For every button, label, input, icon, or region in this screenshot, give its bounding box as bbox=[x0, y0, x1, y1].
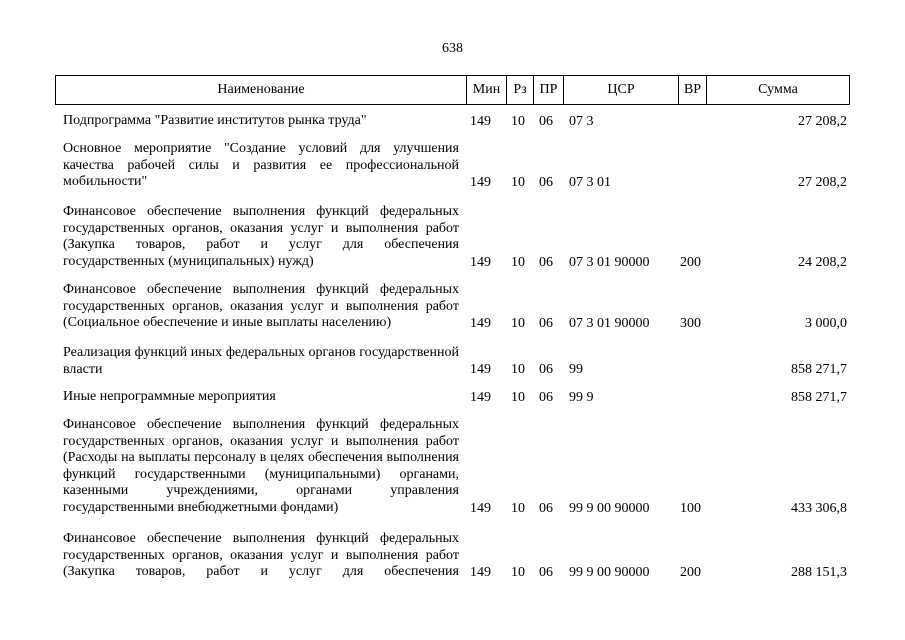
row-pr: 06 bbox=[539, 361, 553, 377]
row-name: Финансовое обеспечение выполнения функций федеральных государственных органов, оказания услуг и выполнения работ (Социальное обеспечение и иные выплаты населению) bbox=[63, 282, 459, 330]
table-row bbox=[0, 531, 905, 581]
row-sum: 858 271,7 bbox=[791, 389, 847, 405]
row-csr: 07 3 01 90000 bbox=[569, 254, 650, 270]
row-sum: 27 208,2 bbox=[798, 174, 847, 190]
row-rz: 10 bbox=[511, 389, 525, 405]
row-name: Финансовое обеспечение выполнения функций федеральных государственных органов, оказания услуг и выполнения работ (Закупка товаров, работ и услуг для обеспечения bbox=[63, 531, 459, 579]
row-sum: 3 000,0 bbox=[805, 315, 847, 331]
row-sum: 24 208,2 bbox=[798, 254, 847, 270]
row-sum: 27 208,2 bbox=[798, 113, 847, 129]
table-header bbox=[55, 75, 850, 105]
row-name: Финансовое обеспечение выполнения функций федеральных государственных органов, оказания услуг и выполнения работ (Закупка товаров, работ и услуг для обеспечения государственных (муниципальных) нужд) bbox=[63, 204, 459, 269]
row-rz: 10 bbox=[511, 113, 525, 129]
row-pr: 06 bbox=[539, 113, 553, 129]
row-min: 149 bbox=[470, 113, 491, 129]
row-pr: 06 bbox=[539, 254, 553, 270]
row-min: 149 bbox=[470, 174, 491, 190]
row-csr: 99 9 bbox=[569, 389, 594, 405]
row-name: Реализация функций иных федеральных органов государственной власти bbox=[63, 345, 459, 377]
row-sum: 858 271,7 bbox=[791, 361, 847, 377]
row-vr: 200 bbox=[680, 254, 701, 270]
header-vr: ВР bbox=[678, 76, 706, 104]
row-name: Подпрограмма "Развитие институтов рынка труда" bbox=[63, 113, 367, 128]
page-number: 638 bbox=[442, 41, 463, 56]
row-name: Иные непрограммные мероприятия bbox=[63, 389, 276, 404]
table-row bbox=[0, 345, 905, 378]
row-rz: 10 bbox=[511, 174, 525, 190]
table-row bbox=[0, 141, 905, 191]
table-row bbox=[0, 389, 905, 406]
row-csr: 99 bbox=[569, 361, 583, 377]
row-csr: 07 3 bbox=[569, 113, 594, 129]
row-pr: 06 bbox=[539, 500, 553, 516]
header-pr: ПР bbox=[533, 76, 563, 104]
row-min: 149 bbox=[470, 315, 491, 331]
row-vr: 300 bbox=[680, 315, 701, 331]
row-min: 149 bbox=[470, 500, 491, 516]
row-csr: 07 3 01 90000 bbox=[569, 315, 650, 331]
table-row bbox=[0, 417, 905, 517]
row-pr: 06 bbox=[539, 564, 553, 580]
row-rz: 10 bbox=[511, 500, 525, 516]
row-rz: 10 bbox=[511, 361, 525, 377]
row-csr: 07 3 01 bbox=[569, 174, 611, 190]
header-min: Мин bbox=[466, 76, 506, 104]
table-row bbox=[0, 204, 905, 271]
row-vr: 100 bbox=[680, 500, 701, 516]
row-min: 149 bbox=[470, 254, 491, 270]
row-pr: 06 bbox=[539, 315, 553, 331]
row-rz: 10 bbox=[511, 564, 525, 580]
row-pr: 06 bbox=[539, 389, 553, 405]
row-pr: 06 bbox=[539, 174, 553, 190]
row-sum: 433 306,8 bbox=[791, 500, 847, 516]
row-csr: 99 9 00 90000 bbox=[569, 564, 650, 580]
row-rz: 10 bbox=[511, 315, 525, 331]
row-name: Финансовое обеспечение выполнения функций федеральных государственных органов, оказания услуг и выполнения работ (Расходы на выплаты персоналу в целях обеспечения выполнения функций государственными (муниципальными) органами, казенными учреждениями, органами управления государственными внебюджетными фондами) bbox=[63, 417, 459, 515]
row-min: 149 bbox=[470, 361, 491, 377]
header-csr: ЦСР bbox=[563, 76, 678, 104]
row-min: 149 bbox=[470, 389, 491, 405]
header-name: Наименование bbox=[217, 82, 305, 97]
table-row bbox=[0, 282, 905, 332]
row-sum: 288 151,3 bbox=[791, 564, 847, 580]
row-rz: 10 bbox=[511, 254, 525, 270]
row-vr: 200 bbox=[680, 564, 701, 580]
row-min: 149 bbox=[470, 564, 491, 580]
row-name: Основное мероприятие "Создание условий для улучшения качества рабочей силы и развития ее профессиональной мобильности" bbox=[63, 141, 459, 189]
header-sum: Сумма bbox=[706, 76, 849, 104]
table-row bbox=[0, 113, 905, 130]
row-csr: 99 9 00 90000 bbox=[569, 500, 650, 516]
header-rz: Рз bbox=[506, 76, 533, 104]
